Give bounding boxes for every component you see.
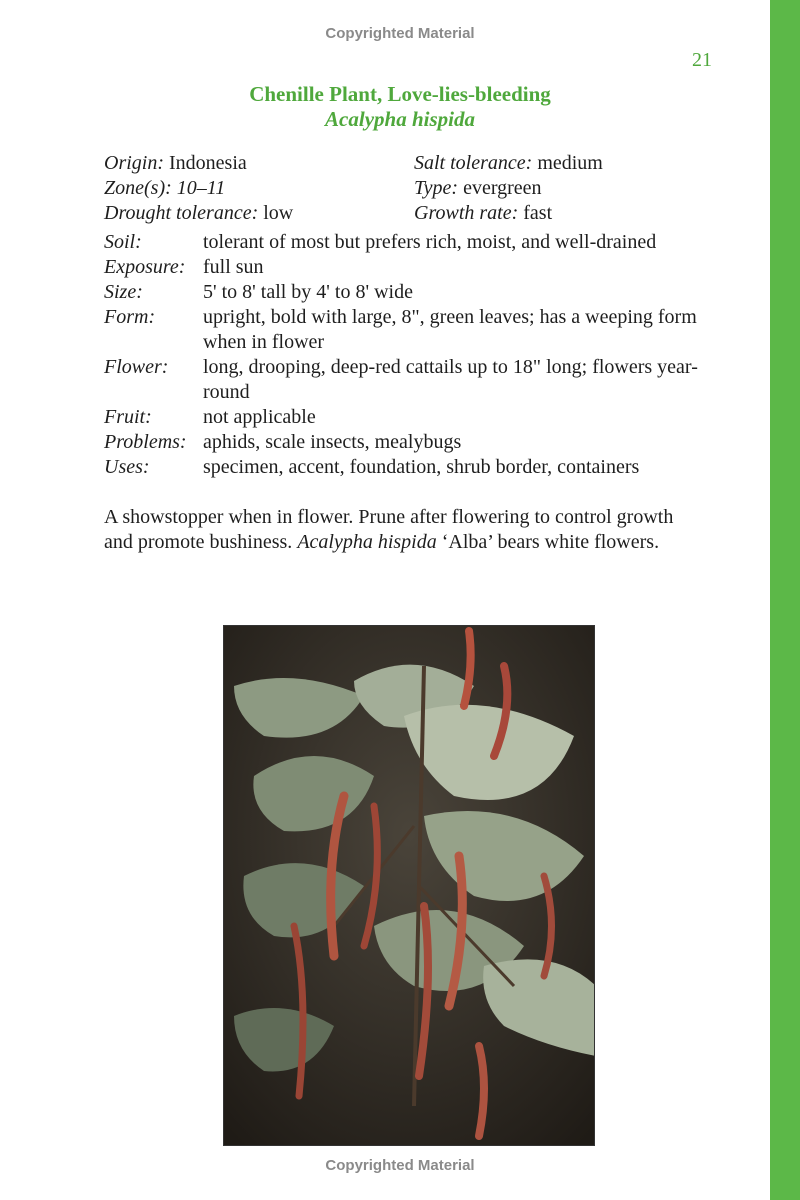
- attribute-label: Origin:: [104, 152, 164, 174]
- attribute-type: [414, 176, 724, 201]
- detail-row-problems: [104, 430, 724, 455]
- detail-row-exposure: [104, 255, 724, 280]
- detail-value: full sun: [203, 256, 264, 278]
- detail-row-size: [104, 280, 724, 305]
- attribute-drought-tolerance: [104, 201, 414, 226]
- detail-row-uses: [104, 455, 724, 480]
- attribute-value: fast: [523, 202, 553, 224]
- detail-row-flower: [104, 355, 724, 405]
- attribute-value: Indonesia: [169, 152, 247, 174]
- detail-row-fruit: [104, 405, 724, 430]
- attribute-value: evergreen: [463, 177, 542, 199]
- plant-photo: [223, 625, 595, 1146]
- description-text: ‘Alba’ bears white flowers.: [436, 531, 660, 553]
- common-name: Chenille Plant, Love-lies-bleeding: [249, 82, 551, 106]
- attributes-grid: [104, 151, 724, 226]
- detail-value: upright, bold with large, 8", green leaves; has a weeping form when in flower: [203, 306, 697, 353]
- detail-value: long, drooping, deep-red cattails up to 18" long; flowers year-round: [203, 356, 698, 403]
- chenille-plant-illustration: [224, 626, 595, 1146]
- detail-value: 5' to 8' tall by 4' to 8' wide: [203, 281, 413, 303]
- details-table: [104, 230, 724, 480]
- scientific-name: Acalypha hispida: [325, 107, 475, 131]
- attribute-value: 10–11: [176, 177, 226, 199]
- description-paragraph: [104, 505, 704, 555]
- detail-label: Form:: [104, 306, 156, 328]
- detail-label: Soil:: [104, 231, 142, 253]
- detail-row-form: [104, 305, 724, 355]
- description-species-name: Acalypha hispida: [297, 531, 437, 553]
- attribute-salt-tolerance: [414, 151, 724, 176]
- attribute-growth-rate: [414, 201, 724, 226]
- detail-label: Fruit:: [104, 406, 152, 428]
- copyright-notice-bottom: Copyrighted Material: [325, 1157, 475, 1174]
- attribute-zones: [104, 176, 414, 201]
- attribute-origin: [104, 151, 414, 176]
- attributes-row: [104, 201, 724, 226]
- description-text: A showstopper when in flower. Prune after flowering to control growth and promote bushiness.: [104, 506, 674, 553]
- attribute-label: Drought tolerance:: [104, 202, 259, 224]
- attribute-value: medium: [537, 152, 603, 174]
- detail-value: aphids, scale insects, mealybugs: [203, 431, 462, 453]
- attribute-label: Zone(s):: [104, 177, 172, 199]
- detail-value: not applicable: [203, 406, 316, 428]
- detail-value: tolerant of most but prefers rich, moist, and well-drained: [203, 231, 657, 253]
- attributes-row: [104, 176, 724, 201]
- attributes-row: [104, 151, 724, 176]
- detail-label: Exposure:: [104, 256, 186, 278]
- attribute-label: Salt tolerance:: [414, 152, 533, 174]
- page-number: 21: [692, 49, 712, 71]
- detail-value: specimen, accent, foundation, shrub border, containers: [203, 456, 640, 478]
- plant-title: [100, 82, 700, 132]
- detail-label: Problems:: [104, 431, 187, 453]
- detail-label: Size:: [104, 281, 143, 303]
- detail-row-soil: [104, 230, 724, 255]
- detail-label: Flower:: [104, 356, 169, 378]
- attribute-label: Type:: [414, 177, 459, 199]
- green-side-bar: [770, 0, 800, 1200]
- attribute-value: low: [263, 202, 294, 224]
- detail-label: Uses:: [104, 456, 150, 478]
- copyright-notice-top: Copyrighted Material: [325, 25, 475, 42]
- attribute-label: Growth rate:: [414, 202, 519, 224]
